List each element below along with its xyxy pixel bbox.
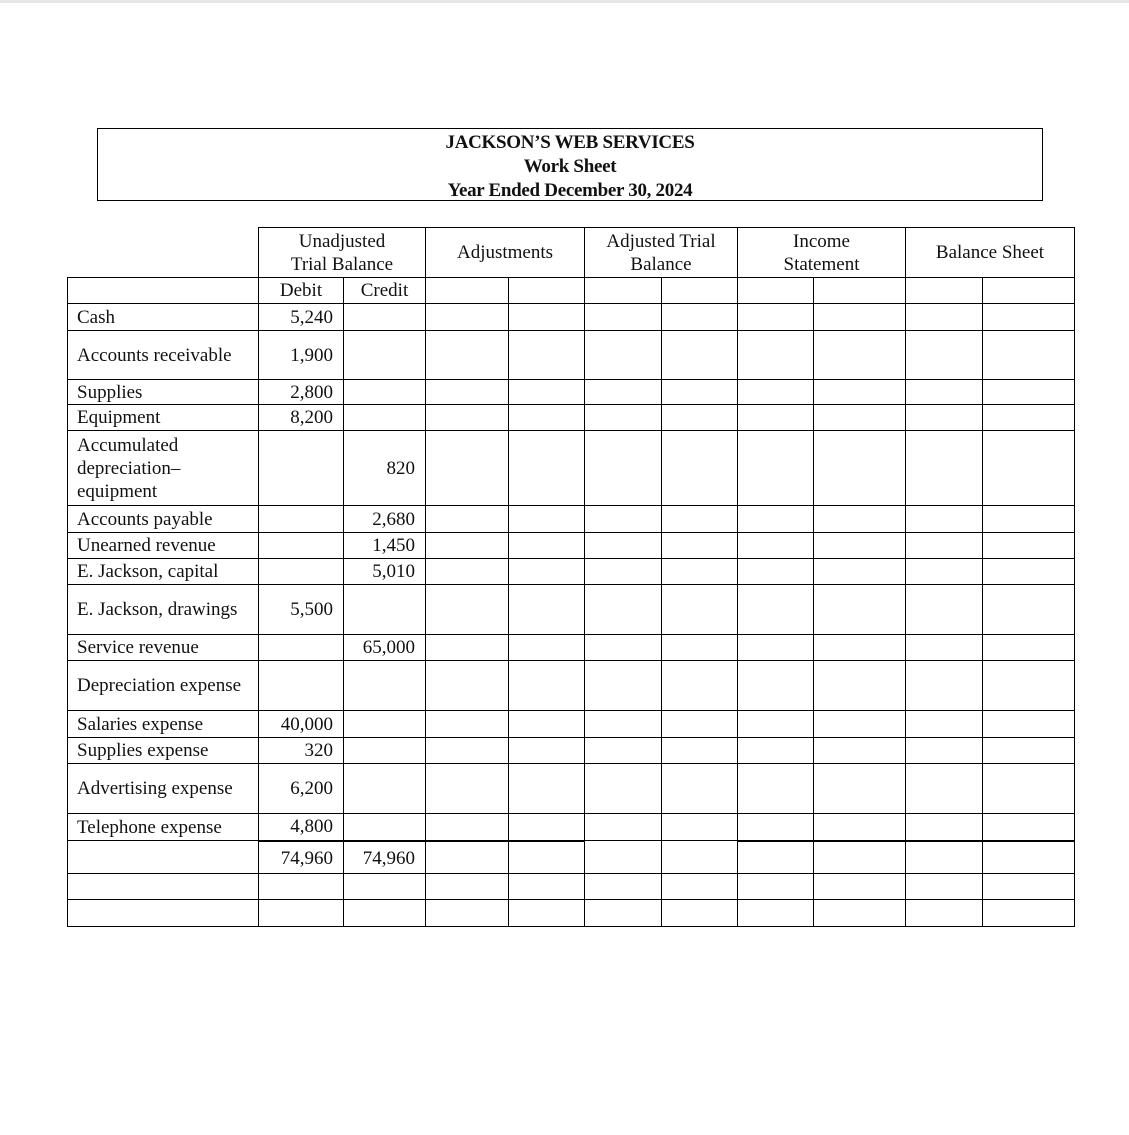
debit-cell: 2,800: [259, 380, 344, 405]
debit-cell: 1,900: [259, 331, 344, 380]
table-row: [68, 585, 1075, 635]
account-name: Telephone expense: [68, 814, 259, 841]
credit-cell: [344, 764, 426, 814]
report-name: Work Sheet: [523, 156, 617, 177]
account-name: Supplies: [68, 380, 259, 405]
account-name: E. Jackson, capital: [68, 559, 259, 585]
table-row: [68, 304, 1075, 331]
report-period: Year Ended December 30, 2024: [447, 180, 693, 201]
table-row: [68, 764, 1075, 814]
total-debit: 74,960: [259, 841, 344, 874]
credit-label: Credit: [344, 278, 426, 304]
totals-row: [68, 841, 1075, 874]
debit-cell: [259, 431, 344, 506]
table-row: [68, 506, 1075, 533]
credit-cell: [344, 380, 426, 405]
total-credit: 74,960: [344, 841, 426, 874]
table-row: [68, 711, 1075, 738]
credit-cell: 2,680: [344, 506, 426, 533]
account-name: Depreciation expense: [68, 661, 259, 711]
debit-cell: 320: [259, 738, 344, 764]
table-row: [68, 331, 1075, 380]
debit-cell: 5,500: [259, 585, 344, 635]
account-name: Service revenue: [68, 635, 259, 661]
account-name: Salaries expense: [68, 711, 259, 738]
credit-cell: [344, 661, 426, 711]
credit-cell: 65,000: [344, 635, 426, 661]
account-name: Unearned revenue: [68, 533, 259, 559]
debit-credit-subheader: [68, 278, 1075, 304]
debit-cell: 40,000: [259, 711, 344, 738]
credit-cell: 1,450: [344, 533, 426, 559]
account-name: E. Jackson, drawings: [68, 585, 259, 635]
credit-cell: 5,010: [344, 559, 426, 585]
debit-label: Debit: [259, 278, 344, 304]
credit-cell: 820: [344, 431, 426, 506]
top-edge: [0, 0, 1129, 3]
credit-cell: [344, 331, 426, 380]
credit-cell: [344, 405, 426, 431]
debit-cell: [259, 661, 344, 711]
account-name: Cash: [68, 304, 259, 331]
debit-cell: [259, 506, 344, 533]
balance-sheet-header: Balance Sheet: [906, 228, 1075, 278]
table-row: [68, 431, 1075, 506]
account-name: Advertising expense: [68, 764, 259, 814]
adjusted-trial-balance-header: Adjusted Trial Balance: [585, 228, 738, 278]
debit-cell: 4,800: [259, 814, 344, 841]
blank-row: [68, 874, 1075, 900]
credit-cell: [344, 814, 426, 841]
account-name: Accounts receivable: [68, 331, 259, 380]
table-row: [68, 533, 1075, 559]
column-group-header: [68, 228, 1075, 278]
credit-cell: [344, 711, 426, 738]
table-row: [68, 738, 1075, 764]
debit-cell: 5,240: [259, 304, 344, 331]
debit-cell: [259, 533, 344, 559]
account-name: Accumulated depreciation– equipment: [68, 431, 259, 506]
unadjusted-trial-balance-header: Unadjusted Trial Balance: [259, 228, 426, 278]
credit-cell: [344, 304, 426, 331]
debit-cell: [259, 635, 344, 661]
account-name: Supplies expense: [68, 738, 259, 764]
company-name: JACKSON’S WEB SERVICES: [445, 132, 695, 153]
table-row: [68, 661, 1075, 711]
worksheet-table: [67, 227, 1075, 927]
table-row: [68, 635, 1075, 661]
income-statement-header: Income Statement: [738, 228, 906, 278]
account-name: Accounts payable: [68, 506, 259, 533]
blank-row: [68, 900, 1075, 927]
table-row: [68, 405, 1075, 431]
table-row: [68, 559, 1075, 585]
credit-cell: [344, 738, 426, 764]
debit-cell: [259, 559, 344, 585]
adjustments-header: Adjustments: [426, 228, 585, 278]
worksheet-heading: [97, 128, 1043, 201]
table-row: [68, 814, 1075, 841]
debit-cell: 8,200: [259, 405, 344, 431]
table-row: [68, 380, 1075, 405]
account-name: Equipment: [68, 405, 259, 431]
debit-cell: 6,200: [259, 764, 344, 814]
credit-cell: [344, 585, 426, 635]
